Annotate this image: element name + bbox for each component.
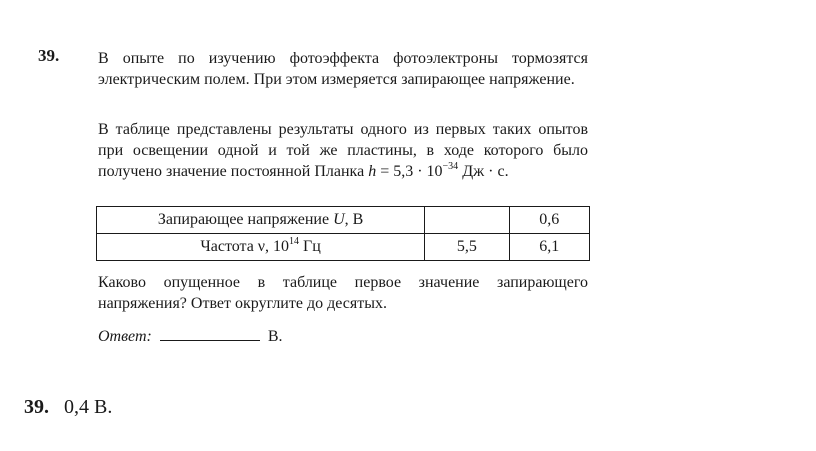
solution [24, 396, 112, 419]
planck-symbol: h [368, 163, 377, 180]
answer-label: Ответ: [98, 328, 152, 345]
frequency-value-1: 5,5 [425, 234, 509, 261]
problem-paragraph-1: В опыте по изучению фотоэффекта фотоэлектроны тормозятся электрическим полем. При этом измеряется запирающее напряжение. [98, 50, 588, 88]
frequency-value-2: 6,1 [509, 234, 589, 261]
planck-value: = 5,3 · 10 [376, 163, 443, 180]
voltage-symbol: U [333, 211, 345, 228]
data-table [96, 206, 590, 261]
solution-number: 39. [24, 396, 49, 418]
voltage-value-1 [425, 207, 509, 234]
problem-paragraph-2 [98, 119, 588, 182]
table-row [97, 234, 590, 261]
voltage-label: Запирающее напряжение U, В [97, 207, 425, 234]
problem-number: 39. [38, 46, 60, 65]
planck-unit: Дж · с. [458, 163, 509, 180]
planck-formula [368, 160, 509, 180]
answer-blank[interactable] [160, 326, 260, 341]
answer-unit: В. [267, 328, 283, 345]
answer-line [98, 326, 283, 346]
solution-text: 0,4 В. [64, 396, 113, 418]
frequency-label: Частота ν, $10^{14}$ Гц [97, 234, 425, 261]
voltage-value-2: 0,6 [509, 207, 589, 234]
question-text: Каково опущенное в таблице первое значение запирающего напряжения? Ответ округлите до десятых. [98, 274, 588, 312]
paragraph-2-text: В таблице представлены результаты одного из первых таких опытов при освещении одной и той же пластины, в ходе которого было получено значение постоянной Планка [98, 121, 588, 180]
table-row [97, 207, 590, 234]
frequency-exponent: 14 [289, 235, 300, 247]
planck-exponent: −34 [442, 160, 459, 172]
